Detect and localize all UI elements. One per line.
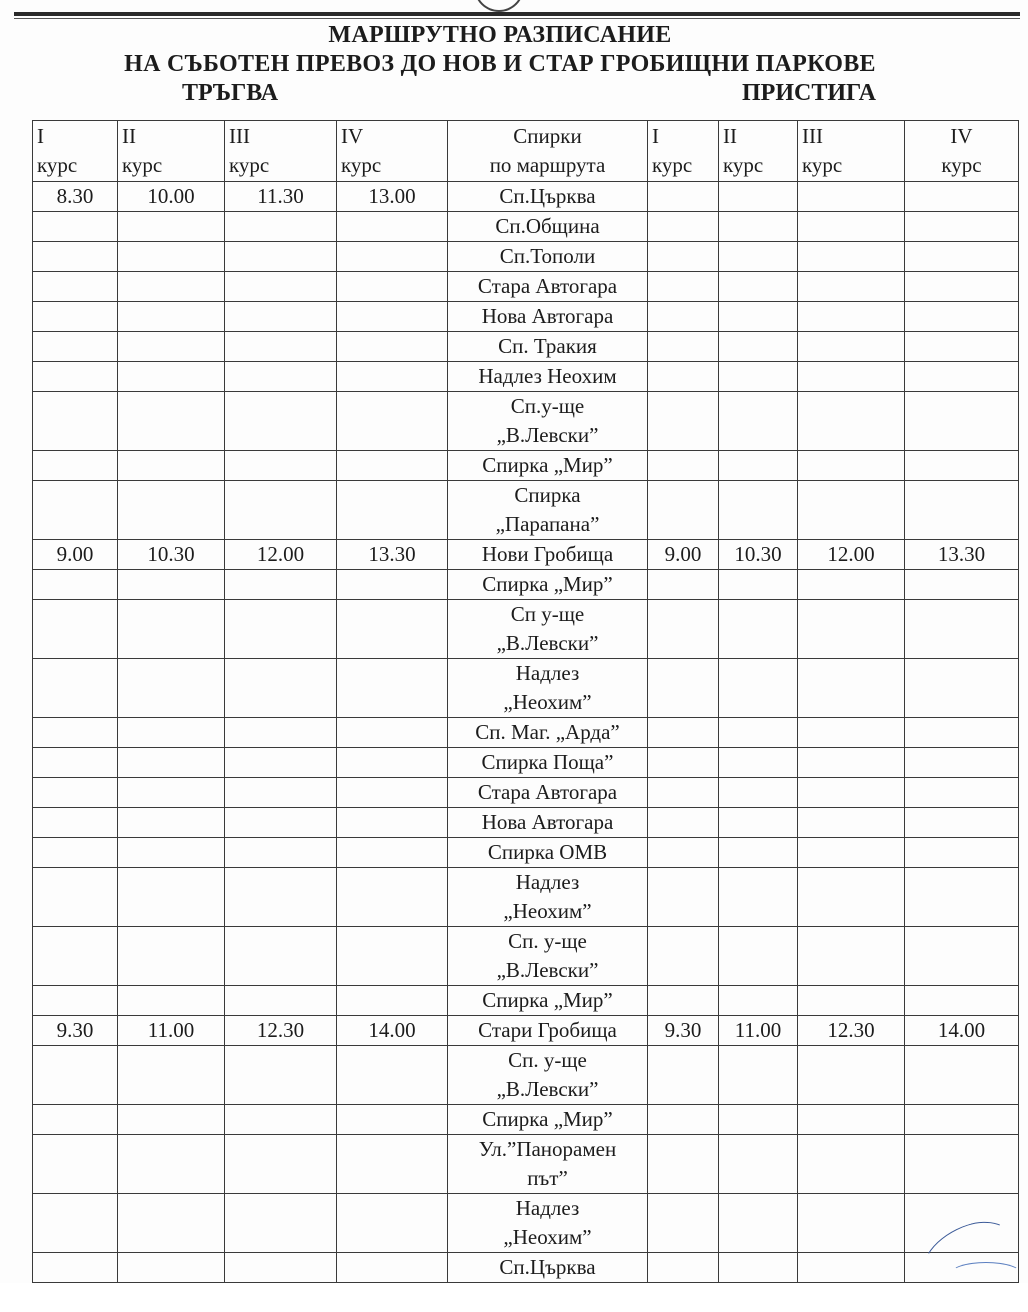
stop-name: Спирка Поща”	[448, 748, 648, 778]
arrive-time-run-3	[798, 600, 905, 659]
depart-time-run-2	[118, 986, 225, 1016]
arrives-label: ПРИСТИГА	[742, 80, 876, 106]
arrive-time-run-3	[798, 392, 905, 451]
arrive-time-run-1	[648, 718, 719, 748]
arrive-time-run-1	[648, 600, 719, 659]
depart-time-run-1	[33, 1194, 118, 1253]
depart-time-run-2	[118, 570, 225, 600]
stop-name: Стара Автогара	[448, 272, 648, 302]
stop-name: Стари Гробища	[448, 1016, 648, 1046]
departs-label: ТРЪГВА	[182, 80, 279, 106]
arrive-time-run-3	[798, 659, 905, 718]
col-header-depart-run-4: IV курс	[337, 121, 448, 182]
arrive-time-run-4	[905, 242, 1019, 272]
schedule-table	[32, 120, 1019, 1283]
depart-time-run-4	[337, 451, 448, 481]
table-row	[33, 868, 1019, 927]
table-row	[33, 392, 1019, 451]
arrive-time-run-2: 11.00	[719, 1016, 798, 1046]
stop-name: Спирка „Мир”	[448, 1105, 648, 1135]
stop-name: Спирка „Мир”	[448, 986, 648, 1016]
depart-time-run-3	[225, 302, 337, 332]
arrive-time-run-4	[905, 868, 1019, 927]
arrive-time-run-2	[719, 600, 798, 659]
arrive-time-run-1	[648, 242, 719, 272]
table-row	[33, 808, 1019, 838]
col-header-stops: Спирки по маршрута	[448, 121, 648, 182]
col-header-arrive-run-1: I курс	[648, 121, 719, 182]
arrive-time-run-3	[798, 212, 905, 242]
depart-time-run-4	[337, 570, 448, 600]
arrive-time-run-4	[905, 986, 1019, 1016]
arrive-time-run-3	[798, 570, 905, 600]
arrive-time-run-3	[798, 718, 905, 748]
depart-time-run-2	[118, 659, 225, 718]
depart-time-run-1	[33, 332, 118, 362]
arrive-time-run-3: 12.30	[798, 1016, 905, 1046]
depart-time-run-2	[118, 718, 225, 748]
depart-time-run-1: 8.30	[33, 182, 118, 212]
arrive-time-run-3	[798, 1194, 905, 1253]
depart-time-run-2: 10.30	[118, 540, 225, 570]
table-row	[33, 1016, 1019, 1046]
depart-time-run-2	[118, 600, 225, 659]
stop-name: Сп. Маг. „Арда”	[448, 718, 648, 748]
arrive-time-run-2	[719, 302, 798, 332]
arrive-time-run-3	[798, 808, 905, 838]
depart-time-run-1	[33, 451, 118, 481]
depart-time-run-2	[118, 272, 225, 302]
arrive-time-run-3	[798, 242, 905, 272]
depart-time-run-3	[225, 242, 337, 272]
col-header-arrive-run-2: II курс	[719, 121, 798, 182]
depart-time-run-4	[337, 659, 448, 718]
arrive-time-run-2	[719, 242, 798, 272]
arrive-time-run-2	[719, 986, 798, 1016]
depart-time-run-3	[225, 1194, 337, 1253]
arrive-time-run-1	[648, 481, 719, 540]
arrive-time-run-2	[719, 362, 798, 392]
table-row	[33, 242, 1019, 272]
table-row	[33, 332, 1019, 362]
arrive-time-run-1	[648, 212, 719, 242]
depart-time-run-2	[118, 212, 225, 242]
signature-mark-stroke	[950, 1262, 1022, 1286]
depart-time-run-1	[33, 1135, 118, 1194]
arrive-time-run-4	[905, 600, 1019, 659]
table-row	[33, 540, 1019, 570]
col-header-depart-run-1: I курс	[33, 121, 118, 182]
table-row	[33, 927, 1019, 986]
arrive-time-run-4	[905, 1105, 1019, 1135]
depart-time-run-3	[225, 451, 337, 481]
table-row	[33, 272, 1019, 302]
depart-time-run-1	[33, 748, 118, 778]
arrive-time-run-2	[719, 570, 798, 600]
stop-name: Сп. у-ще „В.Левски”	[448, 927, 648, 986]
table-row	[33, 362, 1019, 392]
arrive-time-run-2	[719, 481, 798, 540]
arrive-time-run-1	[648, 1046, 719, 1105]
table-row	[33, 451, 1019, 481]
arrive-time-run-2	[719, 1253, 798, 1283]
depart-time-run-4	[337, 778, 448, 808]
arrive-time-run-3	[798, 1105, 905, 1135]
depart-time-run-3	[225, 808, 337, 838]
depart-time-run-3	[225, 986, 337, 1016]
arrive-time-run-1	[648, 332, 719, 362]
depart-time-run-4	[337, 1105, 448, 1135]
arrive-time-run-4	[905, 927, 1019, 986]
arrive-time-run-3	[798, 927, 905, 986]
depart-time-run-2	[118, 1194, 225, 1253]
arrive-time-run-2	[719, 778, 798, 808]
arrive-time-run-1	[648, 868, 719, 927]
header-rule	[14, 12, 1020, 16]
col-header-depart-run-2: II курс	[118, 121, 225, 182]
document-title: МАРШРУТНО РАЗПИСАНИЕ	[328, 22, 672, 48]
depart-time-run-2	[118, 838, 225, 868]
col-header-arrive-run-4: IV курс	[905, 121, 1019, 182]
arrive-time-run-2	[719, 1194, 798, 1253]
arrive-time-run-4	[905, 748, 1019, 778]
arrive-time-run-2	[719, 392, 798, 451]
depart-time-run-4	[337, 212, 448, 242]
depart-time-run-2	[118, 1253, 225, 1283]
depart-time-run-3	[225, 570, 337, 600]
table-row	[33, 778, 1019, 808]
schedule-body	[33, 182, 1019, 1283]
depart-time-run-3	[225, 778, 337, 808]
depart-time-run-3	[225, 600, 337, 659]
depart-time-run-4	[337, 927, 448, 986]
arrive-time-run-2	[719, 212, 798, 242]
arrive-time-run-3	[798, 332, 905, 362]
depart-time-run-4	[337, 718, 448, 748]
arrive-time-run-3	[798, 748, 905, 778]
stop-name: Сп. Тракия	[448, 332, 648, 362]
table-row	[33, 481, 1019, 540]
depart-time-run-2	[118, 927, 225, 986]
arrive-time-run-2	[719, 808, 798, 838]
arrive-time-run-3: 12.00	[798, 540, 905, 570]
arrive-time-run-3	[798, 778, 905, 808]
arrive-time-run-1	[648, 272, 719, 302]
arrive-time-run-4	[905, 362, 1019, 392]
arrive-time-run-4: 13.30	[905, 540, 1019, 570]
col-header-arrive-run-3: III курс	[798, 121, 905, 182]
depart-time-run-4	[337, 868, 448, 927]
depart-time-run-1	[33, 242, 118, 272]
arrive-time-run-2	[719, 1135, 798, 1194]
arrive-time-run-1	[648, 1253, 719, 1283]
arrive-time-run-2	[719, 332, 798, 362]
stop-name: Надлез „Неохим”	[448, 659, 648, 718]
arrive-time-run-2: 10.30	[719, 540, 798, 570]
depart-time-run-1	[33, 392, 118, 451]
stop-name: Спирка „Мир”	[448, 451, 648, 481]
arrive-time-run-1	[648, 659, 719, 718]
depart-time-run-4	[337, 1046, 448, 1105]
depart-time-run-2	[118, 1105, 225, 1135]
arrive-time-run-2	[719, 1105, 798, 1135]
arrive-time-run-4	[905, 838, 1019, 868]
arrive-time-run-1	[648, 927, 719, 986]
stop-name: Сп у-ще „В.Левски”	[448, 600, 648, 659]
arrive-time-run-2	[719, 451, 798, 481]
depart-time-run-1	[33, 718, 118, 748]
arrive-time-run-4	[905, 481, 1019, 540]
arrive-time-run-4	[905, 808, 1019, 838]
depart-time-run-4	[337, 838, 448, 868]
depart-time-run-3	[225, 659, 337, 718]
depart-time-run-4	[337, 242, 448, 272]
arrive-time-run-1	[648, 392, 719, 451]
depart-time-run-3	[225, 1135, 337, 1194]
depart-time-run-2: 10.00	[118, 182, 225, 212]
depart-time-run-1	[33, 600, 118, 659]
arrive-time-run-4	[905, 272, 1019, 302]
document-subtitle: НА СЪБОТЕН ПРЕВОЗ ДО НОВ И СТАР ГРОБИЩНИ ПАРКОВЕ	[124, 51, 876, 77]
depart-time-run-4	[337, 600, 448, 659]
depart-time-run-1	[33, 927, 118, 986]
depart-time-run-2	[118, 481, 225, 540]
arrive-time-run-3	[798, 302, 905, 332]
depart-time-run-4	[337, 1253, 448, 1283]
stop-name: Сп.Църква	[448, 1253, 648, 1283]
table-row	[33, 570, 1019, 600]
stop-name: Спирка „Парапана”	[448, 481, 648, 540]
depart-time-run-3	[225, 868, 337, 927]
depart-time-run-4	[337, 986, 448, 1016]
depart-time-run-1: 9.30	[33, 1016, 118, 1046]
depart-time-run-1	[33, 1105, 118, 1135]
stop-name: Сп.у-ще „В.Левски”	[448, 392, 648, 451]
depart-time-run-1	[33, 302, 118, 332]
arrive-time-run-1	[648, 778, 719, 808]
depart-time-run-2	[118, 778, 225, 808]
depart-time-run-3	[225, 1105, 337, 1135]
table-header-row	[33, 121, 1019, 182]
table-row	[33, 302, 1019, 332]
depart-time-run-1	[33, 1253, 118, 1283]
table-row	[33, 718, 1019, 748]
stop-name: Нова Автогара	[448, 302, 648, 332]
depart-time-run-1	[33, 272, 118, 302]
depart-time-run-3	[225, 1253, 337, 1283]
stop-name: Надлез Неохим	[448, 362, 648, 392]
depart-time-run-3	[225, 332, 337, 362]
depart-time-run-2	[118, 1135, 225, 1194]
depart-time-run-4	[337, 362, 448, 392]
arrive-time-run-3	[798, 451, 905, 481]
table-row	[33, 1046, 1019, 1105]
depart-time-run-4: 14.00	[337, 1016, 448, 1046]
stop-name: Надлез „Неохим”	[448, 868, 648, 927]
depart-time-run-4	[337, 392, 448, 451]
depart-time-run-3: 12.00	[225, 540, 337, 570]
stop-name: Сп.Църква	[448, 182, 648, 212]
arrive-time-run-4	[905, 182, 1019, 212]
depart-time-run-2: 11.00	[118, 1016, 225, 1046]
depart-time-run-2	[118, 302, 225, 332]
depart-time-run-4	[337, 302, 448, 332]
depart-time-run-2	[118, 1046, 225, 1105]
arrive-time-run-4	[905, 1046, 1019, 1105]
depart-time-run-2	[118, 808, 225, 838]
emblem-seal-icon	[474, 0, 524, 12]
depart-time-run-1	[33, 659, 118, 718]
arrive-time-run-2	[719, 838, 798, 868]
arrive-time-run-4: 14.00	[905, 1016, 1019, 1046]
arrive-time-run-3	[798, 838, 905, 868]
arrive-time-run-4	[905, 392, 1019, 451]
depart-time-run-2	[118, 748, 225, 778]
table-row	[33, 600, 1019, 659]
arrive-time-run-2	[719, 927, 798, 986]
depart-time-run-3	[225, 927, 337, 986]
col-header-depart-run-3: III курс	[225, 121, 337, 182]
depart-time-run-3	[225, 212, 337, 242]
depart-time-run-4	[337, 332, 448, 362]
table-row	[33, 1194, 1019, 1253]
depart-time-run-4: 13.00	[337, 182, 448, 212]
arrive-time-run-3	[798, 868, 905, 927]
depart-time-run-1	[33, 986, 118, 1016]
arrive-time-run-4	[905, 1135, 1019, 1194]
depart-time-run-4	[337, 808, 448, 838]
arrive-time-run-3	[798, 1253, 905, 1283]
depart-time-run-1	[33, 838, 118, 868]
arrive-time-run-3	[798, 1046, 905, 1105]
stop-name: Спирка ОМВ	[448, 838, 648, 868]
depart-time-run-2	[118, 451, 225, 481]
depart-time-run-3	[225, 838, 337, 868]
stop-name: Нови Гробища	[448, 540, 648, 570]
arrive-time-run-4	[905, 332, 1019, 362]
arrive-time-run-2	[719, 272, 798, 302]
depart-time-run-2	[118, 362, 225, 392]
depart-time-run-1	[33, 778, 118, 808]
depart-time-run-1	[33, 570, 118, 600]
table-row	[33, 659, 1019, 718]
depart-time-run-1	[33, 212, 118, 242]
arrive-time-run-2	[719, 748, 798, 778]
depart-time-run-3	[225, 362, 337, 392]
stop-name: Надлез „Неохим”	[448, 1194, 648, 1253]
stop-name: Сп.Община	[448, 212, 648, 242]
arrive-time-run-1: 9.00	[648, 540, 719, 570]
header-rule-thin	[14, 18, 1020, 19]
depart-time-run-3	[225, 272, 337, 302]
table-row	[33, 748, 1019, 778]
arrive-time-run-4	[905, 659, 1019, 718]
depart-time-run-1	[33, 808, 118, 838]
depart-time-run-4	[337, 1135, 448, 1194]
arrive-time-run-1	[648, 302, 719, 332]
arrive-time-run-4	[905, 302, 1019, 332]
depart-time-run-1	[33, 481, 118, 540]
arrive-time-run-4	[905, 570, 1019, 600]
depart-time-run-3: 11.30	[225, 182, 337, 212]
depart-time-run-1	[33, 868, 118, 927]
arrive-time-run-4	[905, 212, 1019, 242]
arrive-time-run-1	[648, 362, 719, 392]
depart-time-run-2	[118, 392, 225, 451]
depart-time-run-2	[118, 868, 225, 927]
stop-name: Стара Автогара	[448, 778, 648, 808]
arrive-time-run-3	[798, 1135, 905, 1194]
depart-time-run-2	[118, 332, 225, 362]
arrive-time-run-1	[648, 808, 719, 838]
depart-time-run-1	[33, 362, 118, 392]
depart-time-run-4	[337, 748, 448, 778]
table-row	[33, 212, 1019, 242]
stop-name: Сп.Тополи	[448, 242, 648, 272]
arrive-time-run-3	[798, 986, 905, 1016]
depart-time-run-3	[225, 1046, 337, 1105]
arrive-time-run-4	[905, 778, 1019, 808]
arrive-time-run-3	[798, 362, 905, 392]
depart-time-run-3	[225, 481, 337, 540]
table-row	[33, 1135, 1019, 1194]
depart-time-run-3	[225, 748, 337, 778]
arrive-time-run-1	[648, 570, 719, 600]
depart-time-run-1	[33, 1046, 118, 1105]
stop-name: Нова Автогара	[448, 808, 648, 838]
depart-time-run-1: 9.00	[33, 540, 118, 570]
arrive-time-run-2	[719, 659, 798, 718]
table-row	[33, 838, 1019, 868]
arrive-time-run-4	[905, 718, 1019, 748]
table-row	[33, 1253, 1019, 1283]
stop-name: Спирка „Мир”	[448, 570, 648, 600]
arrive-time-run-2	[719, 718, 798, 748]
depart-time-run-2	[118, 242, 225, 272]
depart-time-run-4	[337, 1194, 448, 1253]
depart-time-run-4: 13.30	[337, 540, 448, 570]
arrive-time-run-1: 9.30	[648, 1016, 719, 1046]
arrive-time-run-2	[719, 1046, 798, 1105]
arrive-time-run-1	[648, 451, 719, 481]
arrive-time-run-1	[648, 1135, 719, 1194]
arrive-time-run-1	[648, 182, 719, 212]
arrive-time-run-3	[798, 182, 905, 212]
arrive-time-run-1	[648, 986, 719, 1016]
arrive-time-run-2	[719, 868, 798, 927]
stop-name: Ул.”Панорамен път”	[448, 1135, 648, 1194]
arrive-time-run-3	[798, 272, 905, 302]
depart-time-run-4	[337, 481, 448, 540]
table-row	[33, 986, 1019, 1016]
arrive-time-run-1	[648, 1105, 719, 1135]
table-row	[33, 1105, 1019, 1135]
arrive-time-run-4	[905, 451, 1019, 481]
depart-time-run-3	[225, 392, 337, 451]
depart-time-run-3: 12.30	[225, 1016, 337, 1046]
table-row	[33, 182, 1019, 212]
arrive-time-run-1	[648, 748, 719, 778]
arrive-time-run-1	[648, 838, 719, 868]
arrive-time-run-3	[798, 481, 905, 540]
stop-name: Сп. у-ще „В.Левски”	[448, 1046, 648, 1105]
arrive-time-run-1	[648, 1194, 719, 1253]
depart-time-run-4	[337, 272, 448, 302]
depart-time-run-3	[225, 718, 337, 748]
arrive-time-run-2	[719, 182, 798, 212]
